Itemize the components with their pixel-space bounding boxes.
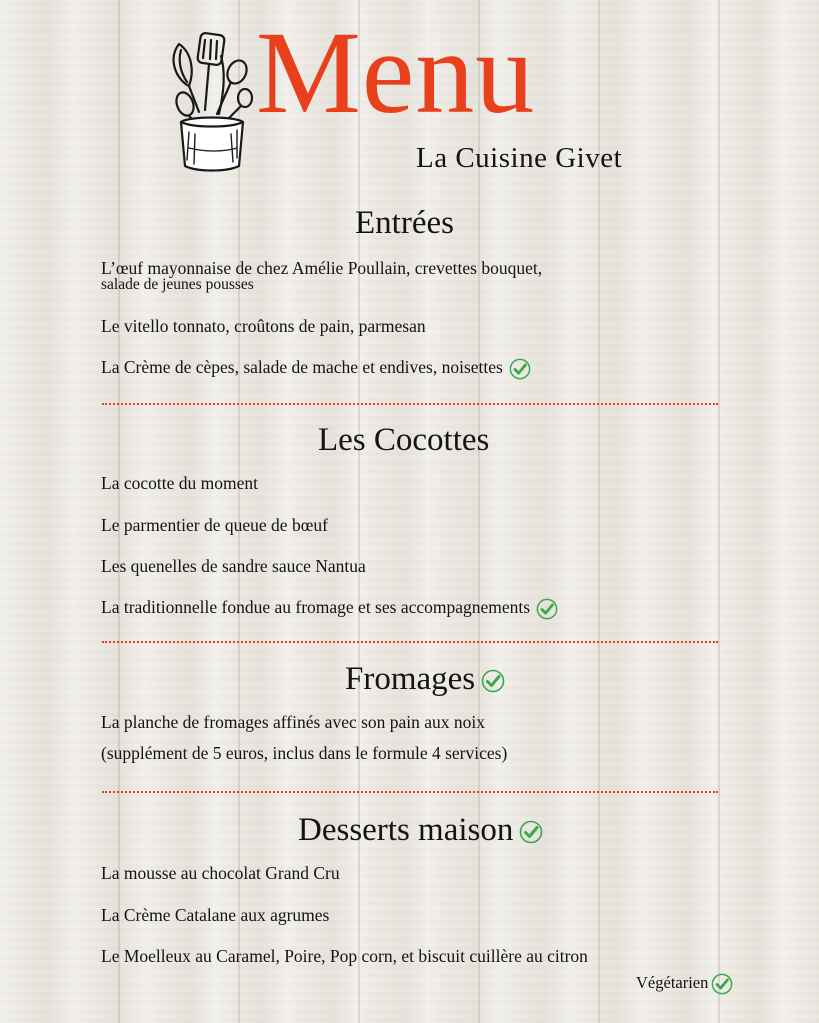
menu-title: Menu	[256, 7, 536, 138]
menu-item: Le parmentier de queue de bœuf	[101, 515, 328, 535]
section-divider	[102, 791, 718, 793]
section-title-cocottes: Les Cocottes	[318, 422, 490, 458]
vegetarian-legend	[636, 973, 733, 995]
menu-item-note: (supplément de 5 euros, inclus dans le formule 4 services)	[101, 743, 508, 763]
vegetarian-check-icon	[481, 669, 505, 693]
menu-item	[101, 597, 558, 620]
section-title-text: Fromages	[345, 661, 476, 697]
menu-item: La planche de fromages affinés avec son pain aux noix	[101, 712, 486, 732]
kitchen-utensils-logo-icon	[165, 30, 257, 175]
vegetarian-check-icon	[509, 358, 531, 380]
section-title-desserts	[298, 814, 543, 847]
menu-item: Les quenelles de sandre sauce Nantua	[101, 556, 366, 576]
vegetarian-check-icon	[711, 973, 733, 995]
menu-item: La cocotte du moment	[101, 473, 258, 493]
legend-label: Végétarien	[636, 973, 709, 992]
section-divider	[102, 403, 718, 405]
menu-item-line: salade de jeunes pousses	[101, 276, 254, 293]
section-title-fromages	[345, 663, 505, 696]
menu-item: Le vitello tonnato, croûtons de pain, parmesan	[101, 316, 426, 336]
menu-item-text: La Crème de cèpes, salade de mache et endives, noisettes	[101, 357, 503, 377]
menu-item: La Crème Catalane aux agrumes	[101, 905, 330, 925]
menu-item-line: L’œuf mayonnaise de chez Amélie Poullain, crevettes bouquet,	[101, 258, 543, 278]
menu-item	[101, 357, 531, 380]
menu-item-text: La traditionnelle fondue au fromage et ses accompagnements	[101, 597, 531, 617]
vegetarian-check-icon	[519, 820, 543, 844]
menu-item: La mousse au chocolat Grand Cru	[101, 863, 340, 883]
menu-item	[101, 258, 542, 292]
menu-item: Le Moelleux au Caramel, Poire, Pop corn, et biscuit cuillère au citron	[101, 946, 588, 966]
section-divider	[102, 641, 718, 643]
section-title-entrees: Entrées	[355, 205, 454, 241]
section-title-text: Desserts maison	[298, 812, 514, 848]
restaurant-name: La Cuisine Givet	[416, 142, 623, 174]
vegetarian-check-icon	[536, 598, 558, 620]
